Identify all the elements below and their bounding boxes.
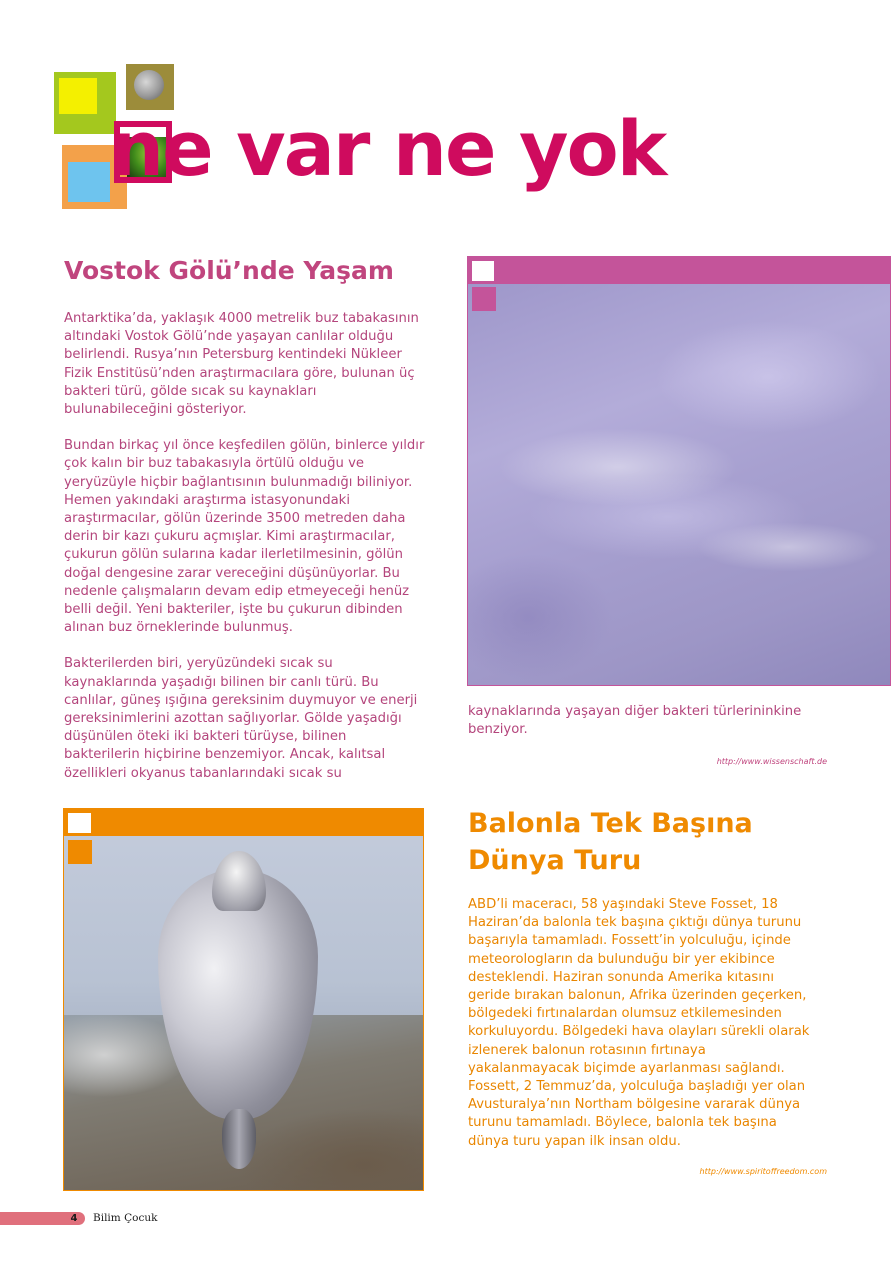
- page-number: 4: [70, 1213, 78, 1224]
- image-corner-square-orange: [68, 840, 92, 864]
- balloon-body: [468, 896, 820, 1169]
- balloon-paragraph: ABD’li maceracı, 58 yaşındaki Steve Fosset, 18 Haziran’da balonla tek başına çıktığı dünya turunu başarıyla tamamladı. Fossett’in yolculuğu, içinde meteorologların da bulunduğu bir yer ekibince desteklendi. Haziran sonunda Amerika kıtasını geride bırakan balonun, Afrika üzerinden geçerken, bölgedeki fırtınalardan olumsuz etkilemesinden korkuluyordu. Bölgedeki hava olayları sürekli olarak izlenerek balonun rotasının fırtınaya yakalanmayacak biçimde ayarlanması sağlandı. Fossett, 2 Temmuz’da, yolculuğa başladığı yer olan Avusturalya’nın Northam bölgesine vararak dünya turunu tamamladı. Böylece, balonla tek başına dünya turu yapan ilk insan oldu.: [468, 897, 810, 1149]
- ice-texture: [468, 257, 890, 685]
- magazine-name: Bilim Çocuk: [93, 1212, 158, 1224]
- moon-icon: [134, 70, 164, 100]
- balloon-heading: [468, 805, 868, 879]
- image-header-bar: [468, 257, 890, 284]
- vostok-paragraph-2: Bundan birkaç yıl önce keşfedilen gölün, binlerce yıldır çok kalın bir buz tabakasıyla örtülü olduğu ve yeryüzüyle hiçbir bağlantısının bulunmadığı biliniyor. Hemen yakındaki araştırma istasyonundaki araştırmacılar, gölün üzerinde 3500 metreden daha derin bir kazı çukuru açmışlar. Kimi araştırmacılar, çukurun gölün sularına kadar ilerletilmesinin, gölün doğal dengesine zarar vereceğini düşünüyorlar. Bu nedenle çalışmaların devam edip etmeyeceği henüz belli değil. Yeni bakteriler, işte bu çukurun dibinden alınan buz örneklerinde bulunmuş.: [64, 438, 425, 636]
- image-corner-square-white: [472, 261, 494, 281]
- vostok-paragraph-3: Bakterilerden biri, yeryüzündeki sıcak su kaynaklarında yaşadığı bilinen bir canlı türü. Bu canlılar, güneş ışığına gereksinim duymuyor ve enerji gereksinimlerini azottan sağlıyorlar. Gölde yaşadığı düşünülen öteki iki bakteri türüyse, bilinen bakterilerin hiçbirine benzemiyor. Ancak, kalıtsal özellikleri okyanus tabanlarındaki sıcak su: [64, 656, 418, 781]
- balloon-photo: [63, 808, 424, 1191]
- logo-square-blue: [68, 162, 110, 202]
- balloon-heading-line2: Dünya Turu: [468, 845, 642, 876]
- vostok-paragraph-1: Antarktika’da, yaklaşık 4000 metrelik buz tabakasının altındaki Vostok Gölü’nde yaşayan canlılar olduğu belirlendi. Rusya’nın Petersburg kentindeki Nükleer Fizik Enstitüsü’nden araştırmacılara göre, bulunan üç bakteri türü, gölde sıcak su kaynakları bulunabileceğini gösteriyor.: [64, 311, 419, 418]
- vostok-continuation: kaynaklarında yaşayan diğer bakteri türlerininkine benziyor.: [468, 704, 802, 738]
- balloon-gondola: [222, 1109, 256, 1169]
- balloon-source-link[interactable]: http://www.spiritoffreedom.com: [699, 1167, 827, 1176]
- antarctica-satellite-image: [467, 256, 891, 686]
- vostok-source-link[interactable]: http://www.wissenschaft.de: [716, 757, 827, 766]
- image-header-bar: [64, 809, 423, 836]
- page-title: ne var ne yok: [110, 104, 666, 193]
- image-corner-square-pink: [472, 287, 496, 311]
- logo-square-yellow: [59, 78, 97, 114]
- vostok-body: [64, 310, 426, 801]
- image-corner-square-white: [68, 813, 91, 833]
- vostok-heading: Vostok Gölü’nde Yaşam: [64, 256, 394, 285]
- balloon-heading-line1: Balonla Tek Başına: [468, 808, 753, 839]
